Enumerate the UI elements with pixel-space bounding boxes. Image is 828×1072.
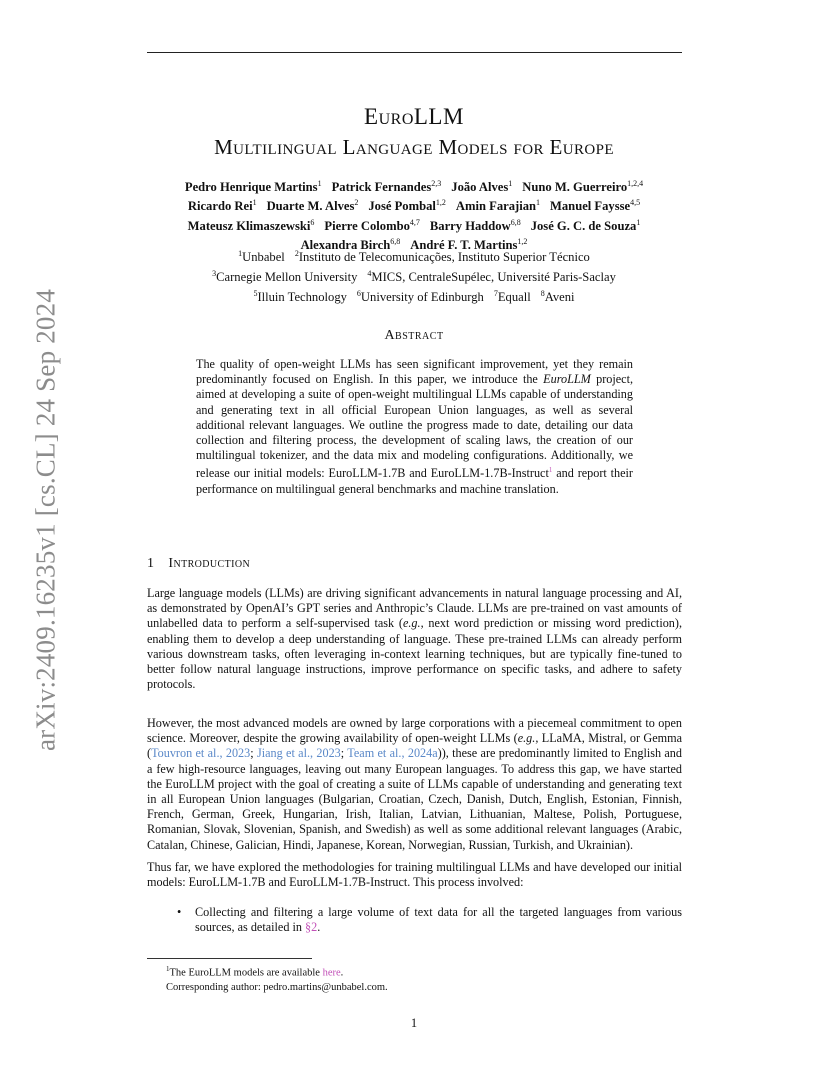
author-affiliation-mark: 6 [310, 217, 315, 227]
footnote-text: The EuroLLM models are available [169, 967, 323, 979]
author-name: André F. T. Martins [410, 237, 518, 252]
author-name: João Alves [451, 180, 509, 195]
author-affiliation-mark: 1 [317, 179, 322, 188]
author-name: José G. C. de Souza [530, 218, 637, 233]
paragraph-text: However, the most advanced models are owned by large corporations with a piecemeal commitment to open science. Moreover, despite the growing availability of open-weight LLMs ( [147, 716, 682, 746]
paper-title-line2: Multilingual Language Models for Europe [214, 135, 614, 159]
paragraph-text: )), these are predominantly limited to English and a few high-resource languages, leaving out many European languages. To address this gap, we have started the EuroLLM project with the goal of creating a suite of LLMs capable of understanding and generating text in all European Union languages (Bulgarian, Croatian, Czech, Danish, Dutch, English, Estonian, Finnish, French, German, Greek, Hungarian, Irish, Italian, Latvian, Lithuanian, Maltese, Polish, Portuguese, Romanian, Slovak, Slovenian, Spanish, and Swedish) as well as some additional relevant languages (Arabic, Catalan, Chinese, Galician, Hindi, Japanese, Korean, Norwegian, Russian, Turkish, and Ukrainian). [147, 746, 682, 852]
intro-paragraph-3: Thus far, we have explored the methodologies for training multilingual LLMs and have developed our initial models: EuroLLM-1.7B and EuroLLM-1.7B-Instruct. This process involved: [147, 860, 682, 890]
author-affiliation-mark: 4,5 [630, 198, 641, 208]
abstract-emphasis: EuroLLM [543, 372, 591, 387]
affiliation-name: Equall [497, 289, 531, 304]
author-name: Duarte M. Alves [266, 199, 355, 214]
affiliation-name: University of Edinburgh [360, 289, 484, 304]
affiliation-row [140, 285, 688, 305]
bullet-text: . [317, 920, 321, 935]
affiliation-name: MICS, CentraleSupélec, Université Paris-Saclay [371, 269, 616, 284]
corresponding-author: Corresponding author: pedro.martins@unbabel.com. [166, 981, 388, 993]
abstract-heading: Abstract [384, 328, 444, 343]
author-name: Barry Haddow [429, 218, 511, 233]
affiliation-row [140, 266, 688, 286]
affiliation-list [140, 246, 688, 305]
abstract-text: project, aimed at developing a suite of open-weight multilingual LLMs capable of understanding and generating text in all official European Union languages, as well as several additional relevant languages. We outline the progress made to date, detailing our data collection and filtering process, the development of scaling laws, the creation of our multilingual tokenizer, and the data mix and modeling configurations. Additionally, we release our initial models: EuroLLM-1.7B and EuroLLM-1.7B-Instruct [196, 372, 633, 481]
citation-link[interactable]: Jiang et al., 2023 [256, 746, 341, 761]
top-rule [147, 52, 682, 53]
author-row [140, 195, 688, 214]
author-list [140, 176, 688, 253]
affiliation [253, 290, 346, 304]
citation-link[interactable]: Touvron et al., 2023 [151, 746, 251, 761]
author-affiliation-mark: 6,8 [510, 217, 521, 227]
footnote-marker-link[interactable]: 1 [548, 466, 553, 475]
affiliation-row [140, 246, 688, 266]
affiliation-name: Instituto de Telecomunicações, Instituto Superior Técnico [298, 250, 590, 265]
author-name: Mateusz Klimaszewski [187, 218, 311, 233]
affiliation-mark: 2 [294, 249, 299, 258]
affiliation [357, 290, 484, 304]
section-reference-link[interactable]: §2 [305, 920, 318, 935]
author-name: Pierre Colombo [324, 218, 410, 233]
author-row [140, 176, 688, 195]
author-name: Pedro Henrique Martins [184, 180, 318, 195]
affiliation-name: Illuin Technology [257, 289, 347, 304]
author-row [140, 214, 688, 233]
affiliation-mark: 4 [367, 268, 372, 278]
bullet-marker: • [177, 905, 182, 919]
citation-link[interactable]: Team et al., 2024a [347, 746, 438, 761]
arxiv-stamp-text: arXiv:2409.16235v1 [cs.CL] 24 Sep 2024 [30, 288, 61, 752]
paragraph-emphasis: e.g., [517, 731, 539, 746]
paper-title-line1: EuroLLM [364, 104, 464, 129]
author-affiliation-mark: 1,2,4 [627, 179, 644, 188]
author-name: Nuno M. Guerreiro [522, 180, 628, 195]
author-name: José Pombal [368, 199, 436, 214]
intro-paragraph-2 [147, 716, 682, 853]
page-number: 1 [410, 1016, 418, 1030]
footnote-text: . [340, 967, 344, 979]
author-affiliation-mark: 2,3 [431, 179, 442, 188]
bullet-text: Collecting and filtering a large volume of text data for all the targeted languages from various sources, as detailed in [195, 905, 682, 935]
footnote-marker: 1 [166, 965, 170, 973]
paragraph-emphasis: e.g., [402, 616, 424, 631]
author-affiliation-mark: 1 [636, 217, 641, 227]
affiliation [238, 250, 285, 264]
author-affiliation-mark: 2 [354, 198, 359, 208]
author-affiliation-mark: 4,7 [409, 217, 420, 227]
affiliation-name: Unbabel [242, 250, 285, 265]
abstract-body [196, 357, 633, 497]
paragraph-text: next word prediction or missing word prediction), enabling them to develop a deep understanding of language. These pre-trained LLMs can already perform various downstream tasks, often leveraging in-context learning techniques, but are typically fine-tuned to better follow natural language instructions, improve performance on specific tasks, and adhere to safety protocols. [147, 616, 682, 692]
affiliation-name: Carnegie Mellon University [216, 269, 358, 284]
bullet-item [177, 905, 682, 935]
affiliation-mark: 1 [238, 249, 243, 258]
author-name: Patrick Fernandes [331, 180, 432, 195]
author-affiliation-mark: 1 [508, 179, 513, 188]
author-affiliation-mark: 1,2 [435, 198, 446, 208]
intro-paragraph-1 [147, 586, 682, 692]
abstract-text: and report their performance on multilingual general benchmarks and machine translation. [196, 466, 633, 496]
author-name: Amin Farajian [455, 199, 536, 214]
affiliation [494, 290, 531, 304]
section-heading [147, 556, 250, 572]
footnote-rule [147, 958, 312, 959]
affiliation-name: Aveni [544, 289, 575, 304]
affiliation-mark: 6 [356, 288, 361, 298]
affiliation [541, 290, 575, 304]
affiliation [212, 270, 357, 284]
author-affiliation-mark: 1 [536, 198, 540, 208]
section-number: 1 [147, 556, 155, 571]
models-link[interactable]: here [322, 967, 341, 979]
citation-separator: ; [340, 746, 348, 761]
affiliation-mark: 3 [212, 268, 217, 278]
affiliation-mark: 7 [493, 288, 498, 298]
footnote [166, 962, 388, 995]
author-affiliation-mark: 1,2 [517, 236, 528, 246]
paragraph-text: LLaMA, Mistral, or Gemma ( [147, 731, 683, 761]
author-affiliation-mark: 1 [252, 198, 257, 208]
affiliation [367, 270, 615, 284]
section-title: Introduction [168, 556, 251, 571]
citation-separator: ; [250, 746, 257, 761]
author-affiliation-mark: 6,8 [390, 236, 401, 246]
author-name: Ricardo Rei [187, 199, 253, 214]
affiliation-mark: 8 [540, 288, 545, 298]
affiliation [295, 250, 590, 264]
paragraph-text: Large language models (LLMs) are driving significant advancements in natural language processing and AI, as demonstrated by OpenAI’s GPT series and Anthropic’s Claude. LLMs are pre-trained on vast amounts of unlabelled data to perform a self-supervised task ( [147, 586, 682, 631]
affiliation-mark: 5 [253, 288, 258, 298]
abstract-text: The quality of open-weight LLMs has seen significant improvement, yet they remain predominantly focused on English. In this paper, we introduce the [196, 357, 633, 387]
author-name: Alexandra Birch [300, 237, 391, 252]
author-name: Manuel Faysse [550, 199, 631, 214]
